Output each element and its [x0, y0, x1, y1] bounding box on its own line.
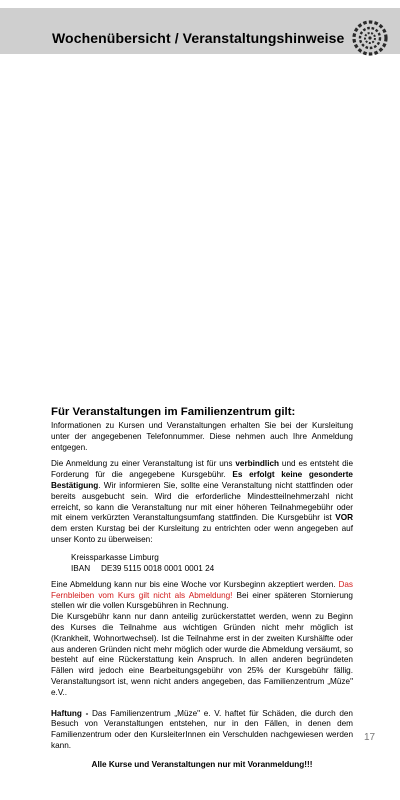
liability-paragraph — [51, 709, 353, 752]
refund-text: Die Kursgebühr kann nur dann anteilig zurückerstattet werden, wenn zu Beginn des Kurses die Teilnahme aus wichtigen Gründen nicht mehr möglich ist (Krankheit, Wohnortwechsel). Ist die Teilnahme erst in der zweiten Kurshälfte oder aus anderen Gründen nicht mehr möglich oder wurde die Abmeldung versäumt, so besteht auf eine Rückerstattung kein Anspruch. In allen anderen begründeten Fällen wird jedoch eine Bearbeitungsgebühr von 25% der Kursgebühr fällig. Veranstaltungsort ist, wenn nicht anders angegeben, das Familienzentrum „Müze" e.V.. — [51, 612, 353, 697]
registration-text-4: dem ersten Kurstag bei der Kursleitung zu entrichten oder wenn angegeben auf unser Konto zu überweisen: — [51, 524, 353, 544]
no-show-warning: Das Fernbleiben vom Kurs gilt nicht als Abmeldung! — [51, 579, 353, 600]
iban-row — [71, 563, 353, 574]
page-title: Wochenübersicht / Veranstaltungshinweise — [52, 30, 345, 46]
registration-notice: Alle Kurse und Veranstaltungen nur mit Voranmeldung!!! — [91, 759, 313, 769]
registration-text-3: . Wir informieren Sie, sollte eine Veranstaltung nicht stattfinden oder bereits ausgebucht sein. Wird die erforderliche Mindestteilnehmerzahl nicht erreicht, so kann die Veranstaltung nur mit einer höheren Teilnahmegebühr oder mit einem verkürzten Veranstaltungsumfang stattfinden. Die Kursgebühr ist — [51, 480, 353, 523]
dashed-circle-logo-icon — [352, 20, 388, 56]
registration-bold-confirmation: Es erfolgt keine gesonderte Bestätigung — [51, 470, 353, 490]
registration-bold-binding: verbindlich — [235, 459, 280, 469]
info-section — [51, 405, 353, 771]
intro-text: Informationen zu Kursen und Veranstaltungen erhalten Sie bei der Kursleitung unter der angegebenen Telefonnummer. Diese nehmen auch Ihre Anmeldung entgegen. — [51, 421, 353, 452]
header-bar — [0, 8, 400, 54]
registration-text-2: und es entsteht die Forderung für die angegebene Kursgebühr. — [51, 459, 354, 480]
bank-details — [71, 552, 353, 574]
registration-text-1: Die Anmeldung zu einer Veranstaltung ist für uns — [51, 459, 236, 469]
registration-paragraph — [51, 459, 353, 545]
cancellation-paragraph — [51, 580, 353, 699]
iban-label: IBAN — [71, 563, 91, 573]
iban-value: DE39 5115 0018 0001 0001 24 — [101, 563, 215, 573]
registration-bold-before: VOR — [335, 513, 353, 523]
liability-text: Das Familienzentrum „Müze" e. V. haftet für Schäden, die durch den Besuch von Veranstaltungen entstehen, nur in den Fällen, in denen dem Familienzentrum oder den KursleiterInnen ein Verschulden nachgewiesen werden kann. — [51, 708, 353, 750]
cancellation-text-2: Bei einer späteren Stornierung stellen wir die vollen Kursgebühren in Rechnung. — [51, 590, 353, 611]
intro-paragraph — [51, 421, 353, 453]
page-number: 17 — [364, 732, 376, 743]
cancellation-text-1: Eine Abmeldung kann nur bis eine Woche vor Kursbeginn akzeptiert werden. — [51, 579, 339, 589]
section-title: Für Veranstaltungen im Familienzentrum gilt: — [51, 406, 296, 418]
liability-label: Haftung - — [51, 708, 89, 718]
bank-name: Kreissparkasse Limburg — [71, 552, 159, 562]
